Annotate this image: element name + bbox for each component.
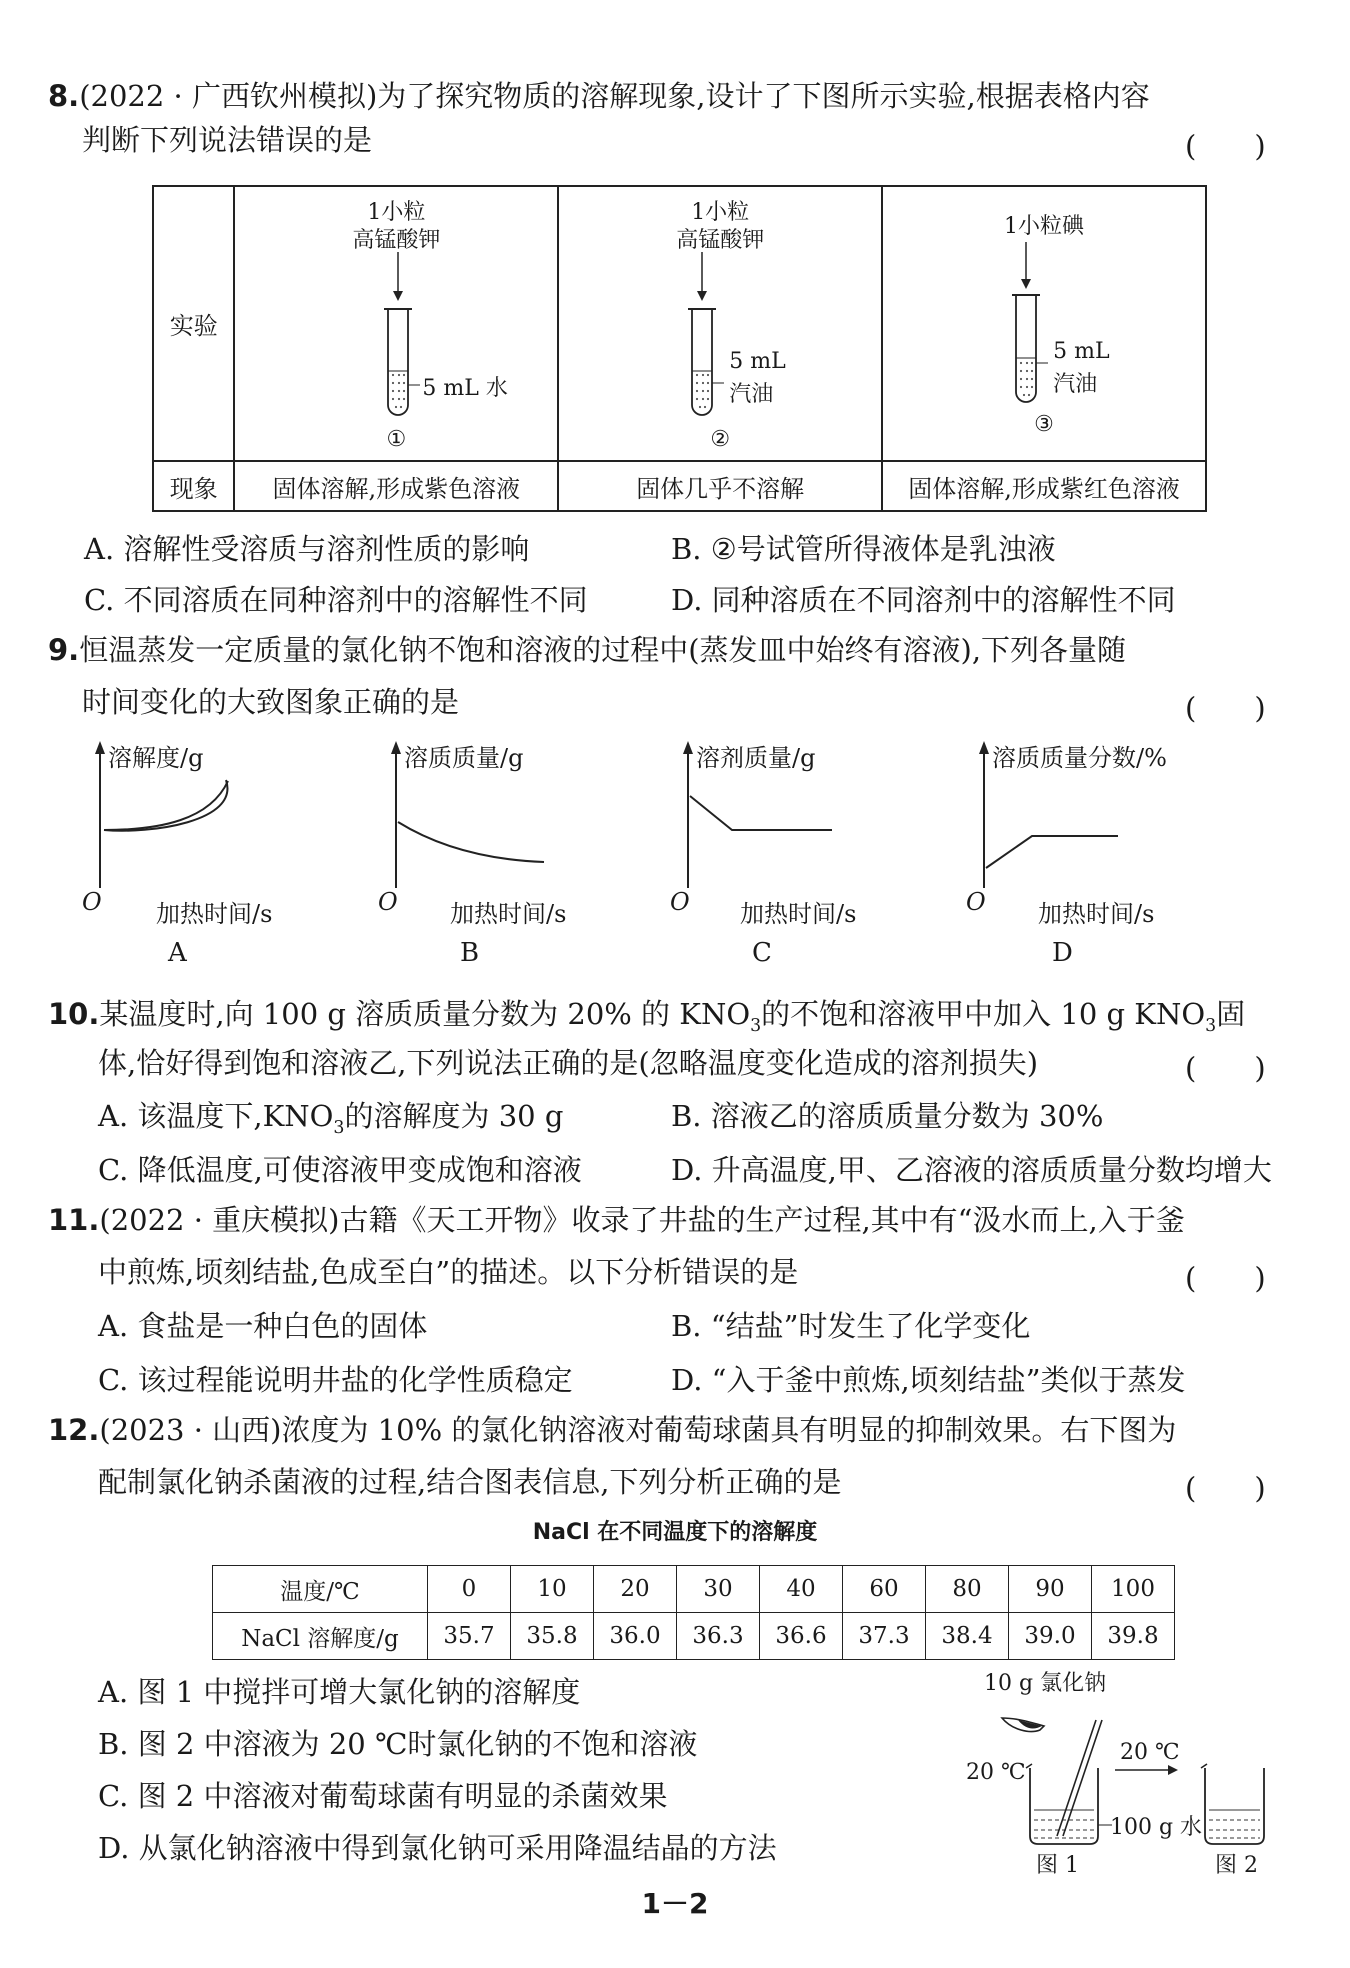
q8-row-label-experiment: 实验 (153, 186, 234, 461)
temp-cell: 40 (760, 1566, 843, 1613)
fig1-caption: 图 1 (1036, 1853, 1079, 1878)
page-number: 1－2 (641, 1887, 709, 1920)
test-tube-1-figure (235, 187, 560, 462)
fig1-temp-label: 20 ℃ (966, 1760, 1026, 1785)
fig-salt-label: 10 g 氯化钠 (984, 1671, 1107, 1696)
q11-stem-2: 中煎炼,顷刻结盐,色成至白”的描述。以下分析错误的是 (98, 1255, 799, 1289)
q9-graph-b (370, 738, 630, 978)
graph-b-letter: B (460, 938, 480, 968)
q12-option-d: D. 从氯化钠溶液中得到氯化钠可采用降温结晶的方法 (98, 1831, 777, 1865)
tube1-label-1: 1小粒 (367, 200, 426, 225)
temp-cell: 20 (594, 1566, 677, 1613)
q9-stem-1: 恒温蒸发一定质量的氯化钠不饱和溶液的过程中(蒸发皿中始终有溶液),下列各量随 (79, 633, 1127, 667)
q9-graph-c (662, 738, 922, 978)
q10-stem-1a: 某温度时,向 100 g 溶质质量分数为 20% 的 KNO (99, 997, 751, 1031)
tube2-label-2: 高锰酸钾 (676, 228, 765, 253)
solubility-table-title: NaCl 在不同温度下的溶解度 (532, 1520, 818, 1545)
q10-option-d: D. 升高温度,甲、乙溶液的溶质质量分数均增大 (671, 1153, 1272, 1187)
q8-tube2-cell (558, 186, 882, 461)
q8-number: 8. (48, 79, 80, 113)
solubility-cell: 38.4 (926, 1613, 1009, 1660)
q8-tube1-cell (234, 186, 558, 461)
q9-graph-a (80, 738, 340, 978)
graph-d-origin: O (966, 888, 986, 916)
graph-b-xlabel: 加热时间/s (450, 900, 567, 928)
q8-option-d: D. 同种溶质在不同溶剂中的溶解性不同 (671, 583, 1176, 617)
q11-option-b: B. “结盐”时发生了化学变化 (671, 1309, 1031, 1343)
tube3-phenomenon: 固体溶解,形成紫红色溶液 (882, 461, 1206, 511)
q10-option-c: C. 降低温度,可使溶液甲变成饱和溶液 (98, 1153, 582, 1187)
tube3-liquid-label-2: 汽油 (1053, 372, 1098, 397)
q12-stem-2: 配制氯化钠杀菌液的过程,结合图表信息,下列分析正确的是 (98, 1465, 842, 1499)
q10-option-a (98, 1094, 563, 1138)
graph-b-origin: O (378, 888, 398, 916)
q11-number: 11. (48, 1203, 100, 1237)
solubility-cell: 36.3 (677, 1613, 760, 1660)
graph-d-xlabel: 加热时间/s (1038, 900, 1155, 928)
temp-cell: 10 (511, 1566, 594, 1613)
tube1-number: ① (386, 427, 407, 452)
q12-option-b: B. 图 2 中溶液为 20 ℃时氯化钠的不饱和溶液 (98, 1727, 698, 1761)
q9-graph-d (958, 738, 1218, 978)
q9-stem-2: 时间变化的大致图象正确的是 (82, 685, 460, 719)
fig2-caption: 图 2 (1215, 1853, 1258, 1878)
q10-option-b: B. 溶液乙的溶质质量分数为 30% (671, 1099, 1104, 1133)
tube2-liquid-label-2: 汽油 (729, 382, 774, 407)
solubility-cell: 37.3 (843, 1613, 926, 1660)
tube1-phenomenon: 固体溶解,形成紫色溶液 (234, 461, 558, 511)
tube1-label-2: 高锰酸钾 (352, 228, 441, 253)
graph-b-ylabel: 溶质质量/g (404, 744, 524, 772)
tube2-number: ② (710, 427, 731, 452)
q10-number: 10. (48, 997, 100, 1031)
q10-sub-2: 3 (1205, 1015, 1217, 1036)
fig2-temp-label: 20 ℃ (1120, 1740, 1180, 1765)
q11-option-a: A. 食盐是一种白色的固体 (98, 1309, 428, 1343)
q9-answer-paren: ( ) (1185, 691, 1266, 725)
q12-option-a: A. 图 1 中搅拌可增大氯化钠的溶解度 (98, 1675, 581, 1709)
tube3-liquid-label-1: 5 mL (1053, 339, 1110, 364)
graph-d-letter: D (1052, 938, 1073, 968)
graph-c-letter: C (752, 938, 772, 968)
solubility-cell: 36.6 (760, 1613, 843, 1660)
q12-option-c: C. 图 2 中溶液对葡萄球菌有明显的杀菌效果 (98, 1779, 668, 1813)
q12-stem-1: (2023 · 山西)浓度为 10% 的氯化钠溶液对葡萄球菌具有明显的抑制效果。右下图为 (99, 1413, 1177, 1447)
tube1-liquid-label: 5 mL 水 (422, 376, 508, 401)
q10-stem-2: 体,恰好得到饱和溶液乙,下列说法正确的是(忽略温度变化造成的溶剂损失) (98, 1046, 1039, 1080)
graph-a-xlabel: 加热时间/s (156, 900, 273, 928)
graph-a-ylabel: 溶解度/g (108, 744, 204, 772)
temp-cell: 60 (843, 1566, 926, 1613)
temp-row-label: 温度/℃ (213, 1566, 428, 1613)
q8-option-a: A. 溶解性受溶质与溶剂性质的影响 (84, 532, 530, 566)
graph-c-origin: O (670, 888, 690, 916)
q11-line1 (48, 1200, 1185, 1240)
solubility-row-label: NaCl 溶解度/g (213, 1613, 428, 1660)
q8-row-label-phenomenon: 现象 (153, 461, 234, 511)
tube2-phenomenon: 固体几乎不溶解 (558, 461, 882, 511)
q12-answer-paren: ( ) (1185, 1471, 1266, 1505)
q11-option-c: C. 该过程能说明井盐的化学性质稳定 (98, 1363, 573, 1397)
q8-option-b: B. ②号试管所得液体是乳浊液 (671, 532, 1056, 566)
q10-line1 (48, 994, 1245, 1046)
q8-line1 (48, 76, 1150, 116)
solubility-cell: 39.0 (1009, 1613, 1092, 1660)
temp-cell: 80 (926, 1566, 1009, 1613)
graph-d-ylabel: 溶质质量分数/% (992, 744, 1167, 772)
q9-number: 9. (48, 633, 80, 667)
q12-number: 12. (48, 1413, 100, 1447)
temp-cell: 0 (428, 1566, 511, 1613)
solubility-table (212, 1565, 1175, 1660)
q12-figures (960, 1660, 1280, 1880)
q8-option-c: C. 不同溶质在同种溶剂中的溶解性不同 (84, 583, 588, 617)
temp-cell: 100 (1092, 1566, 1175, 1613)
solubility-cell: 35.7 (428, 1613, 511, 1660)
q8-experiment-table (152, 185, 1207, 510)
q8-answer-paren: ( ) (1185, 129, 1266, 163)
temp-cell: 30 (677, 1566, 760, 1613)
q11-option-d: D. “入于釜中煎炼,顷刻结盐”类似于蒸发 (671, 1363, 1186, 1397)
graph-c-xlabel: 加热时间/s (740, 900, 857, 928)
fig-water-label: 100 g 水 (1110, 1815, 1203, 1840)
tube3-label-1: 1小粒碘 (1004, 214, 1085, 239)
tube2-label-1: 1小粒 (691, 200, 750, 225)
q10-answer-paren: ( ) (1185, 1051, 1266, 1085)
test-tube-2-figure (559, 187, 884, 462)
q11-answer-paren: ( ) (1185, 1261, 1266, 1295)
q10-sub-1: 3 (750, 1015, 762, 1036)
q10-stem-1c: 固 (1216, 997, 1246, 1031)
solubility-cell: 39.8 (1092, 1613, 1175, 1660)
solubility-cell: 35.8 (511, 1613, 594, 1660)
q8-stem-1: (2022 · 广西钦州模拟)为了探究物质的溶解现象,设计了下图所示实验,根据表格内容 (79, 79, 1150, 113)
temp-cell: 90 (1009, 1566, 1092, 1613)
q11-stem-1: (2022 · 重庆模拟)古籍《天工开物》收录了井盐的生产过程,其中有“汲水而上,入于釜 (99, 1203, 1185, 1237)
q10-option-a-sub: 3 (333, 1117, 345, 1138)
q12-line1 (48, 1410, 1176, 1450)
graph-c-ylabel: 溶剂质量/g (696, 744, 816, 772)
graph-a-letter: A (168, 938, 187, 968)
q9-line1 (48, 630, 1126, 670)
q8-tube3-cell (882, 186, 1206, 461)
q10-option-a-1: A. 该温度下,KNO (98, 1099, 334, 1133)
q10-stem-1b: 的不饱和溶液甲中加入 10 g KNO (761, 997, 1206, 1031)
q8-stem-2: 判断下列说法错误的是 (82, 123, 373, 157)
tube3-number: ③ (1034, 412, 1054, 437)
graph-a-origin: O (82, 888, 102, 916)
tube2-liquid-label-1: 5 mL (729, 349, 786, 374)
solubility-cell: 36.0 (594, 1613, 677, 1660)
q10-option-a-2: 的溶解度为 30 g (344, 1099, 564, 1133)
